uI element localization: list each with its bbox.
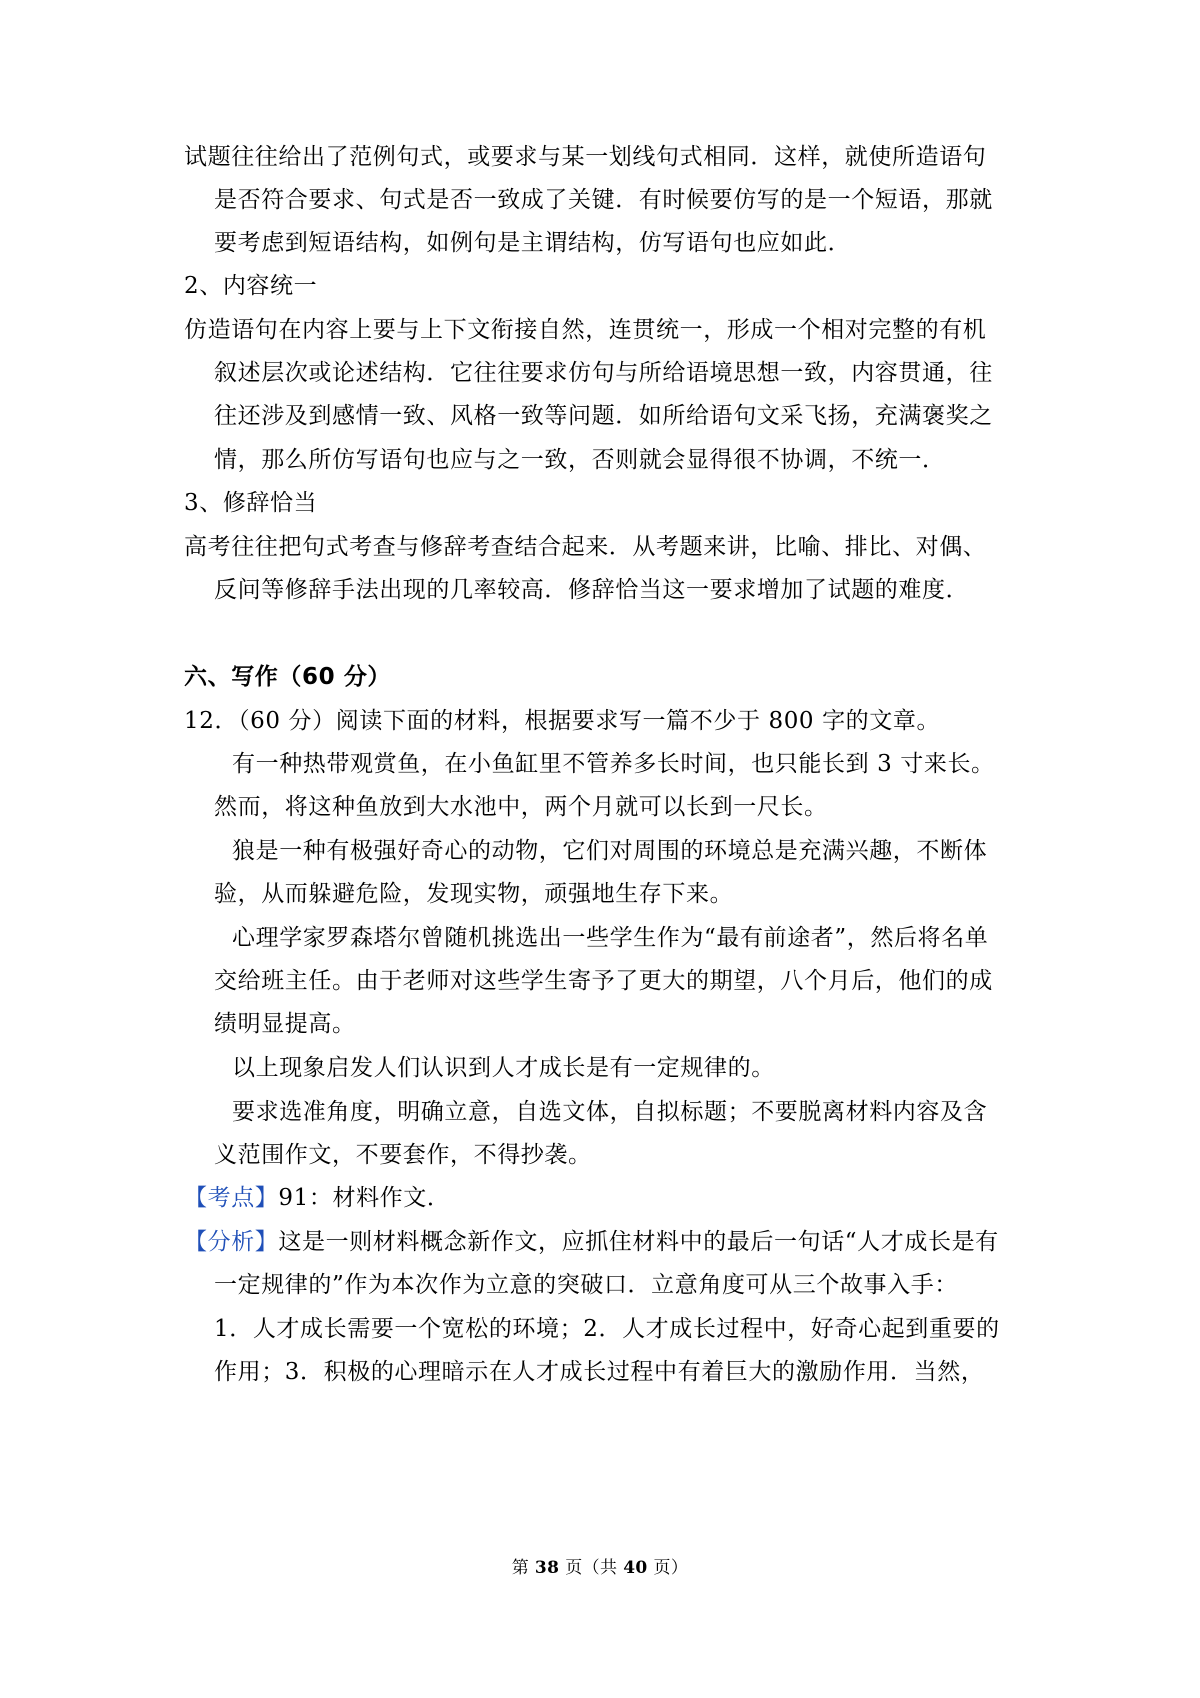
material-line: 有一种热带观赏鱼，在小鱼缸里不管养多长时间，也只能长到 3 寸来长。 <box>232 751 995 777</box>
question-prompt: 12．（60 分）阅读下面的材料，根据要求写一篇不少于 800 字的文章。 <box>184 708 941 734</box>
subheading-rhetoric: 3、修辞恰当 <box>184 490 318 516</box>
footer-middle: 页（共 <box>559 1558 624 1578</box>
footer-prefix: 第 <box>511 1558 535 1578</box>
material-line: 验，从而躲避危险，发现实物，顽强地生存下来。 <box>214 881 734 907</box>
kaodian-tag: 【考点】 <box>184 1185 279 1211</box>
kaodian-text: 91：材料作文． <box>278 1185 451 1211</box>
subheading-content-unity: 2、内容统一 <box>184 273 318 299</box>
requirement-line: 要求选准角度，明确立意，自选文体，自拟标题；不要脱离材料内容及含 <box>232 1099 988 1125</box>
section-heading: 六、写作（60 分） <box>184 664 392 690</box>
material-line: 心理学家罗森塔尔曾随机挑选出一些学生作为“最有前途者”，然后将名单 <box>232 925 989 951</box>
text-line: 试题往往给出了范例句式，或要求与某一划线句式相同．这样，就使所造语句 <box>184 144 987 170</box>
page-footer <box>0 1556 1200 1580</box>
kaodian-row <box>184 1181 1024 1215</box>
material-line: 交给班主任。由于老师对这些学生寄予了更大的期望，八个月后，他们的成 <box>214 968 993 994</box>
text-line: 要考虑到短语结构，如例句是主谓结构，仿写语句也应如此． <box>214 230 852 256</box>
text-line: 反问等修辞手法出现的几率较高．修辞恰当这一要求增加了试题的难度． <box>214 577 970 603</box>
fenxi-line: 作用；3．积极的心理暗示在人才成长过程中有着巨大的激励作用．当然， <box>214 1359 985 1385</box>
requirement-line: 义范围作文，不要套作，不得抄袭。 <box>214 1142 592 1168</box>
material-line: 然而，将这种鱼放到大水池中，两个月就可以长到一尺长。 <box>214 794 828 820</box>
fenxi-line: 1．人才成长需要一个宽松的环境；2．人才成长过程中，好奇心起到重要的 <box>214 1316 1000 1342</box>
text-line: 仿造语句在内容上要与上下文衔接自然，连贯统一，形成一个相对完整的有机 <box>184 317 987 343</box>
text-line: 是否符合要求、句式是否一致成了关键．有时候要仿写的是一个短语，那就 <box>214 187 993 213</box>
fenxi-line: 一定规律的”作为本次作为立意的突破口．立意角度可从三个故事入手： <box>214 1272 958 1298</box>
text-line: 叙述层次或论述结构．它往往要求仿句与所给语境思想一致，内容贯通，往 <box>214 360 993 386</box>
footer-page-number: 38 <box>534 1558 560 1578</box>
text-line: 往还涉及到感情一致、风格一致等问题．如所给语句文采飞扬，充满褒奖之 <box>214 403 993 429</box>
text-line: 情，那么所仿写语句也应与之一致，否则就会显得很不协调，不统一． <box>214 447 946 473</box>
material-line: 绩明显提高。 <box>214 1011 356 1037</box>
footer-suffix: 页） <box>647 1558 689 1578</box>
material-line: 以上现象启发人们认识到人才成长是有一定规律的。 <box>232 1055 775 1081</box>
fenxi-row <box>184 1225 1024 1259</box>
text-line: 高考往往把句式考查与修辞考查结合起来．从考题来讲，比喻、排比、对偶、 <box>184 534 987 560</box>
footer-total-pages: 40 <box>623 1558 648 1578</box>
fenxi-tag: 【分析】 <box>184 1229 279 1255</box>
material-line: 狼是一种有极强好奇心的动物，它们对周围的环境总是充满兴趣，不断体 <box>232 838 988 864</box>
fenxi-text: 这是一则材料概念新作文，应抓住材料中的最后一句话“人才成长是有 <box>278 1229 999 1255</box>
